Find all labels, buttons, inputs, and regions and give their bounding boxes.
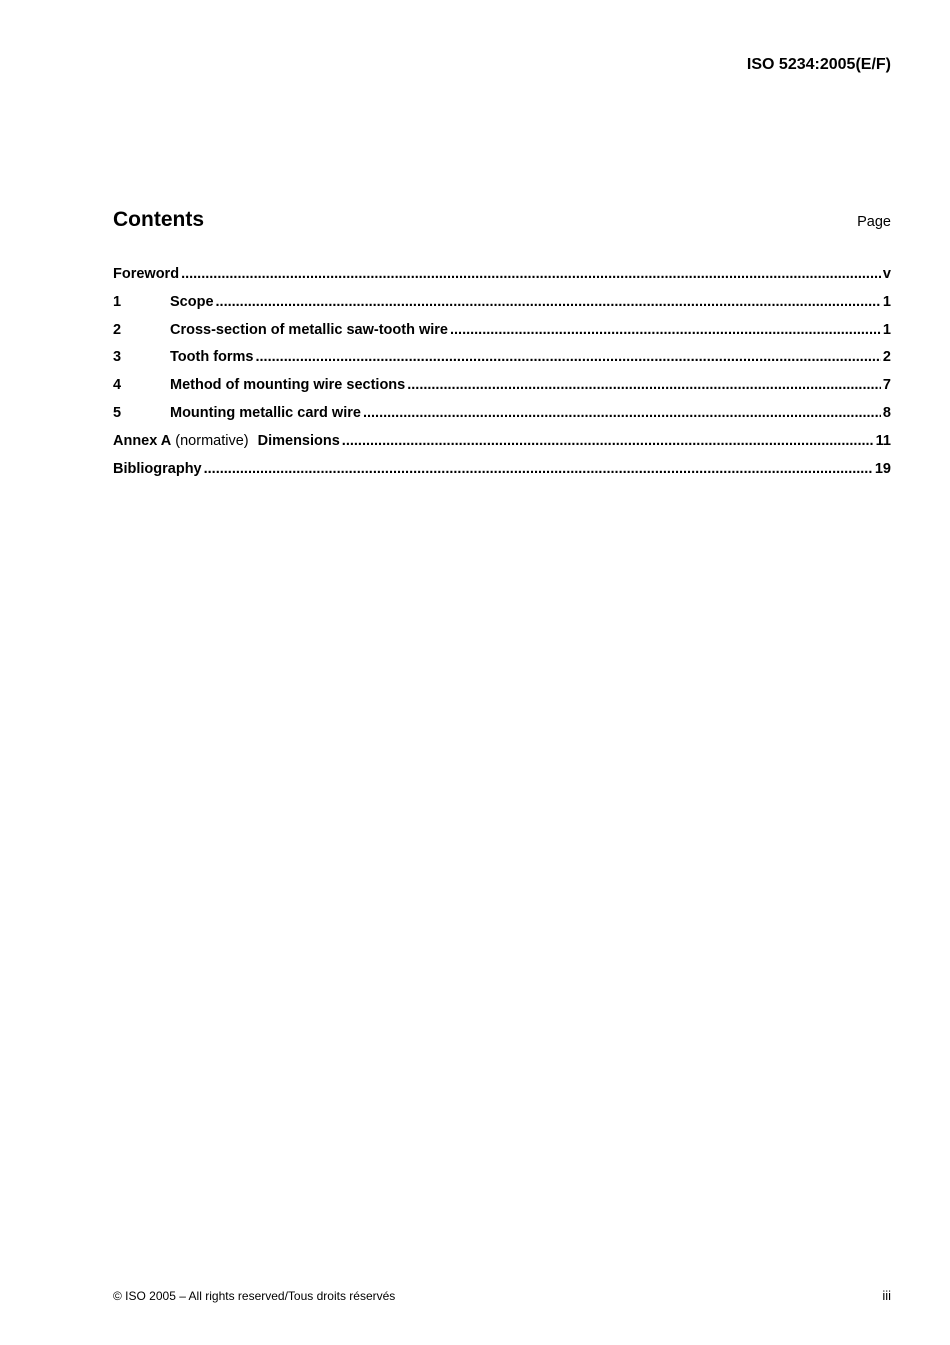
toc-dot-leader	[363, 405, 881, 421]
toc-entry-number: 1	[113, 293, 122, 310]
page-column-label: Page	[857, 214, 891, 230]
toc-entry-title: Foreword	[113, 266, 180, 282]
toc-entry-mounting-sections[interactable]	[113, 377, 891, 405]
toc-dot-leader	[204, 461, 873, 477]
toc-entry-number: 3	[113, 349, 122, 366]
toc-dot-leader	[216, 294, 881, 310]
toc-entry-page: 19	[874, 460, 891, 477]
toc-entry-title: Scope	[170, 293, 214, 310]
toc-dot-leader	[450, 322, 881, 338]
toc-entry-title: Mounting metallic card wire	[170, 404, 361, 421]
toc-entry-page: 2	[882, 349, 891, 366]
toc-dot-leader	[342, 433, 874, 449]
toc-entry-title: Cross-section of metallic saw-tooth wire	[170, 321, 448, 338]
toc-entry-page: 1	[882, 293, 891, 310]
toc-entry-page: 7	[882, 377, 891, 394]
toc-entry-mounting-card-wire[interactable]	[113, 405, 891, 433]
toc-entry-page: v	[882, 266, 891, 282]
toc-entry-foreword[interactable]	[113, 266, 891, 294]
toc-annex-type: (normative)	[175, 432, 249, 449]
contents-title: Contents	[113, 208, 204, 231]
toc-entry-page: 1	[882, 321, 891, 338]
toc-entry-page: 11	[875, 432, 891, 449]
toc-entry-tooth-forms[interactable]	[113, 349, 891, 377]
toc-entry-page: 8	[882, 404, 891, 421]
toc-entry-title: Dimensions	[257, 432, 340, 449]
toc-entry-cross-section[interactable]	[113, 322, 891, 350]
toc-dot-leader	[181, 266, 881, 282]
toc-annex-label: Annex A	[113, 432, 172, 449]
toc-dot-leader	[407, 377, 881, 393]
toc-dot-leader	[256, 349, 881, 365]
table-of-contents	[113, 266, 891, 488]
toc-entry-scope[interactable]	[113, 294, 891, 322]
toc-entry-title: Bibliography	[113, 460, 202, 477]
toc-entry-title: Method of mounting wire sections	[170, 377, 406, 394]
toc-entry-number: 5	[113, 404, 122, 421]
document-id: ISO 5234:2005(E/F)	[746, 56, 891, 73]
toc-entry-title: Tooth forms	[170, 349, 254, 366]
toc-entry-bibliography[interactable]	[113, 461, 891, 489]
toc-entry-annex-a[interactable]	[113, 433, 891, 461]
contents-header	[113, 208, 891, 232]
footer-copyright: © ISO 2005 – All rights reserved/Tous droits réservés	[113, 1289, 396, 1303]
footer-page-number: iii	[882, 1288, 891, 1303]
toc-entry-number: 2	[113, 321, 122, 338]
toc-entry-number: 4	[113, 377, 122, 394]
